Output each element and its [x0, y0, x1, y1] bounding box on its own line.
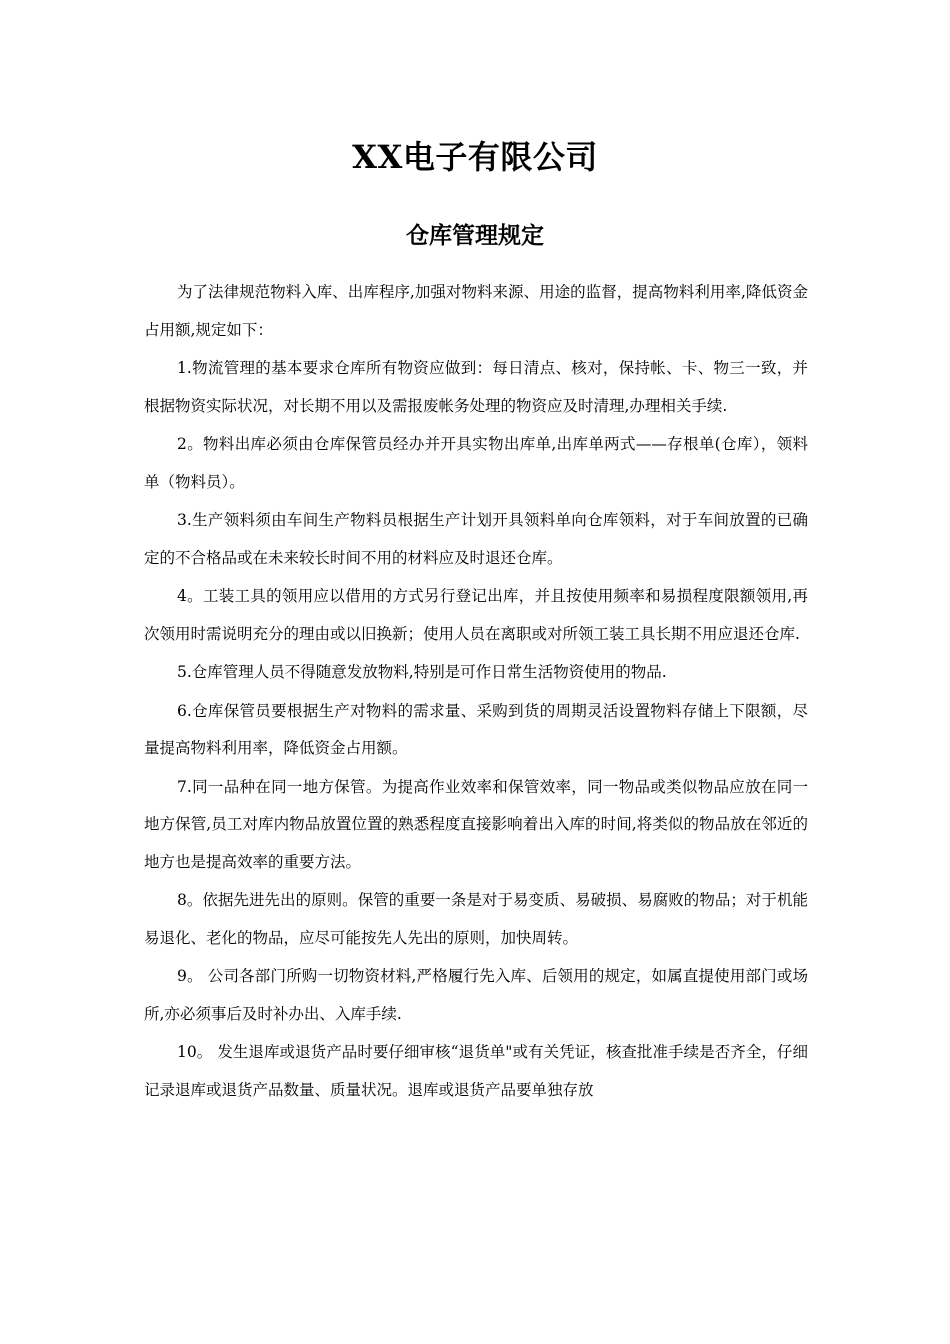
rule-paragraph-10: 10。 发生退库或退货产品时要仔细审核“退货单"或有关凭证，核查批准手续是否齐全，仔细记录退库或退货产品数量、质量状况。退库或退货产品要单独存放 — [144, 1043, 808, 1099]
document-title: XX电子有限公司 — [352, 138, 598, 176]
rule-paragraph-8: 8。依据先进先出的原则。保管的重要一条是对于易变质、易破损、易腐败的物品；对于机能易退化、老化的物品，应尽可能按先人先出的原则，加快周转。 — [144, 891, 808, 947]
intro-paragraph: 为了法律规范物料入库、出库程序,加强对物料来源、用途的监督，提高物料利用率,降低资金占用额,规定如下： — [144, 283, 808, 339]
rule-paragraph-2: 2。物料出库必须由仓库保管员经办并开具实物出库单,出库单两式——存根单(仓库），领料单（物料员）。 — [144, 435, 808, 491]
rule-paragraph-4: 4。工装工具的领用应以借用的方式另行登记出库，并且按使用频率和易损程度限额领用,再次领用时需说明充分的理由或以旧换新；使用人员在离职或对所领工装工具长期不用应退还仓库. — [144, 587, 808, 643]
rule-paragraph-7: 7.同一品种在同一地方保管。为提高作业效率和保管效率，同一物品或类似物品应放在同一地方保管,员工对库内物品放置位置的熟悉程度直接影响着出入库的时间,将类似的物品放在邻近的地方也是提高效率的重要方法。 — [144, 777, 808, 871]
rule-paragraph-6: 6.仓库保管员要根据生产对物料的需求量、采购到货的周期灵活设置物料存储上下限额，尽量提高物料利用率，降低资金占用额。 — [144, 701, 808, 757]
rule-paragraph-1: 1.物流管理的基本要求仓库所有物资应做到：每日清点、核对，保持帐、卡、物三一致，并根据物资实际状况，对长期不用以及需报废帐务处理的物资应及时清理,办理相关手续. — [144, 359, 808, 415]
rule-paragraph-3: 3.生产领料须由车间生产物料员根据生产计划开具领料单向仓库领料，对于车间放置的已确定的不合格品或在未来较长时间不用的材料应及时退还仓库。 — [144, 511, 808, 567]
rule-paragraph-5: 5.仓库管理人员不得随意发放物料,特别是可作日常生活物资使用的物品. — [177, 663, 667, 681]
rule-paragraph-9: 9。 公司各部门所购一切物资材料,严格履行先入库、后领用的规定，如属直提使用部门或场所,亦必须事后及时补办出、入库手续. — [144, 967, 808, 1023]
document-body — [144, 274, 808, 1110]
document-subtitle: 仓库管理规定 — [406, 222, 544, 249]
